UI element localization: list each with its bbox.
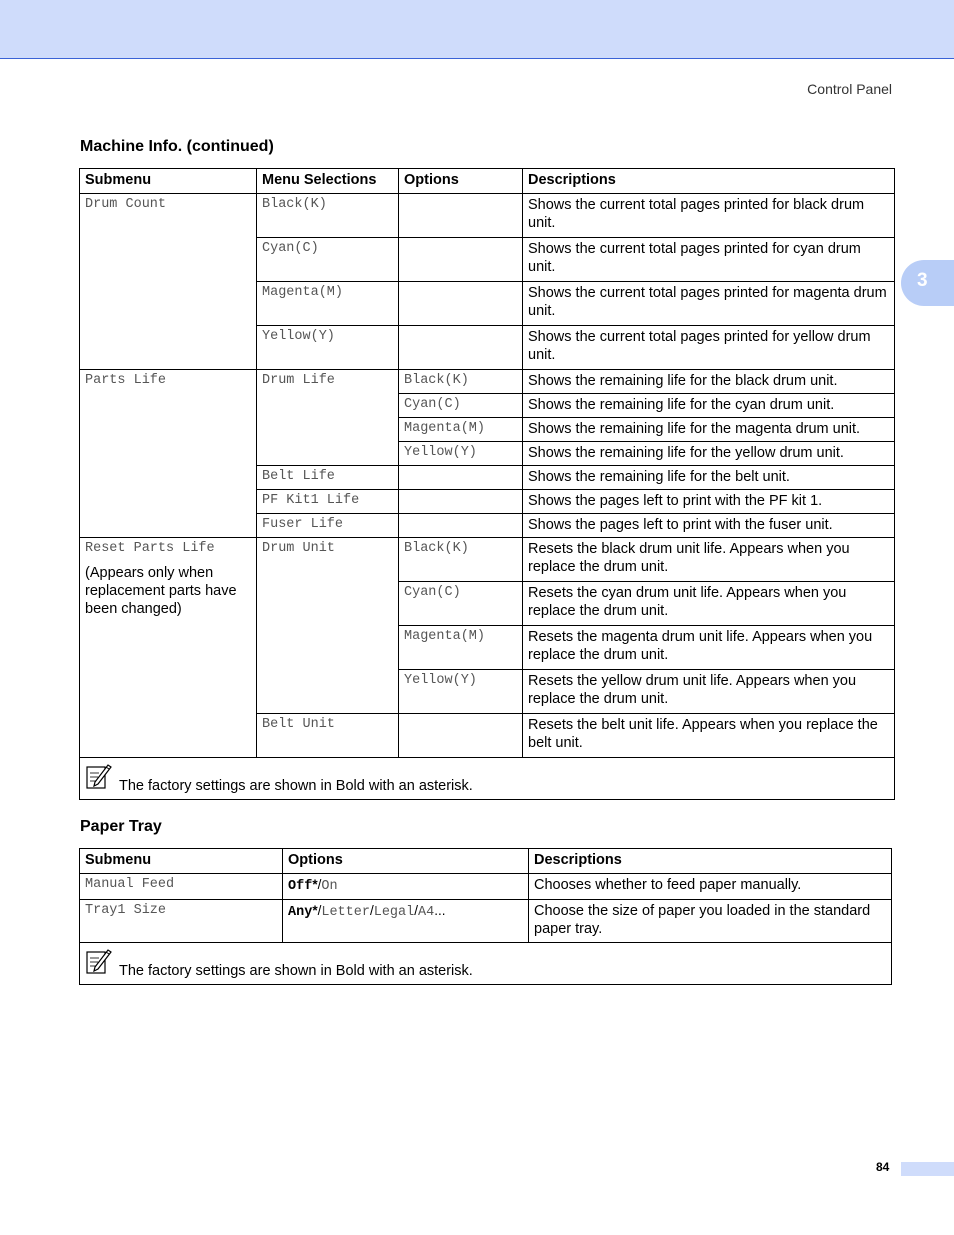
chapter-tab [901, 260, 954, 306]
selection-cell: Yellow(Y) [257, 326, 399, 370]
section-title-machine-info: Machine Info. (continued) [80, 138, 274, 155]
option-separator: / [369, 903, 374, 918]
chapter-number: 3 [917, 270, 928, 291]
submenu-tray1-size: Tray1 Size [80, 900, 283, 943]
selection-belt-life: Belt Life [257, 466, 399, 490]
table-row [80, 370, 895, 394]
options-tray1-size [283, 900, 529, 943]
description-cell: Resets the magenta drum unit life. Appears when you replace the drum unit. [523, 626, 895, 670]
table-row [80, 900, 892, 943]
description-cell: Shows the remaining life for the yellow drum unit. [523, 442, 895, 466]
note-pencil-icon [85, 762, 113, 790]
option-cell: Cyan(C) [399, 582, 523, 626]
selection-fuser-life: Fuser Life [257, 514, 399, 538]
description-cell: Shows the remaining life for the black drum unit. [523, 370, 895, 394]
option-ellipsis: ... [434, 903, 446, 918]
description-cell: Shows the current total pages printed for yellow drum unit. [523, 326, 895, 370]
header-descriptions: Descriptions [529, 849, 892, 874]
section-title-paper-tray: Paper Tray [80, 818, 162, 835]
default-asterisk: * [312, 903, 318, 918]
submenu-drum-count: Drum Count [80, 194, 257, 370]
description-cell: Shows the current total pages printed for magenta drum unit. [523, 282, 895, 326]
option-separator: / [414, 903, 418, 918]
description-cell: Shows the current total pages printed for cyan drum unit. [523, 238, 895, 282]
description-cell: Resets the cyan drum unit life. Appears when you replace the drum unit. [523, 582, 895, 626]
option-cell [399, 514, 523, 538]
header-options: Options [283, 849, 529, 874]
header-band [0, 0, 954, 59]
selection-cell: Cyan(C) [257, 238, 399, 282]
description-cell: Shows the pages left to print with the fuser unit. [523, 514, 895, 538]
page-number: 84 [876, 1160, 890, 1174]
table-row [80, 538, 895, 582]
machine-info-table [79, 168, 895, 800]
header-submenu: Submenu [80, 849, 283, 874]
note-cell [80, 758, 895, 800]
note-pencil-icon [85, 947, 113, 975]
option-cell: Yellow(Y) [399, 670, 523, 714]
header-descriptions: Descriptions [523, 169, 895, 194]
description-cell: Resets the belt unit life. Appears when you replace the belt unit. [523, 714, 895, 758]
option-on: On [321, 879, 338, 894]
option-a4: A4 [418, 905, 435, 920]
note-row [80, 943, 892, 985]
selection-belt-unit: Belt Unit [257, 714, 399, 758]
header-submenu: Submenu [80, 169, 257, 194]
submenu-reset-label: Reset Parts Life [85, 541, 215, 556]
description-cell: Shows the remaining life for the belt unit. [523, 466, 895, 490]
option-letter: Letter [321, 905, 370, 920]
option-cell: Black(K) [399, 538, 523, 582]
table-row [80, 194, 895, 238]
header-menu-selections: Menu Selections [257, 169, 399, 194]
page-number-bar [901, 1162, 954, 1176]
option-separator: / [317, 877, 322, 892]
description-cell: Choose the size of paper you loaded in the standard paper tray. [529, 900, 892, 943]
option-cell: Magenta(M) [399, 418, 523, 442]
option-cell [399, 326, 523, 370]
option-cell [399, 238, 523, 282]
submenu-parts-life: Parts Life [80, 370, 257, 538]
option-cell: Cyan(C) [399, 394, 523, 418]
option-default: Off [288, 879, 313, 894]
option-cell: Yellow(Y) [399, 442, 523, 466]
table-row [80, 874, 892, 900]
description-cell: Resets the yellow drum unit life. Appears when you replace the drum unit. [523, 670, 895, 714]
reset-note: (Appears only when replacement parts have been changed) [85, 565, 237, 617]
selection-drum-unit: Drum Unit [257, 538, 399, 714]
options-manual-feed [283, 874, 529, 900]
selection-cell: Black(K) [257, 194, 399, 238]
description-cell: Shows the current total pages printed for black drum unit. [523, 194, 895, 238]
option-cell [399, 490, 523, 514]
option-separator: / [317, 903, 322, 918]
option-cell [399, 194, 523, 238]
option-default: Any [288, 905, 313, 920]
note-text: The factory settings are shown in Bold with an asterisk. [119, 963, 473, 979]
description-cell: Shows the remaining life for the magenta drum unit. [523, 418, 895, 442]
description-cell: Resets the black drum unit life. Appears when you replace the drum unit. [523, 538, 895, 582]
description-cell: Shows the remaining life for the cyan drum unit. [523, 394, 895, 418]
header-options: Options [399, 169, 523, 194]
submenu-manual-feed: Manual Feed [80, 874, 283, 900]
table-header-row [80, 849, 892, 874]
selection-cell: Magenta(M) [257, 282, 399, 326]
default-asterisk: * [312, 877, 318, 892]
selection-pf-kit-life: PF Kit1 Life [257, 490, 399, 514]
selection-drum-life: Drum Life [257, 370, 399, 466]
option-cell: Black(K) [399, 370, 523, 394]
note-cell [80, 943, 892, 985]
option-cell [399, 714, 523, 758]
submenu-reset-parts-life [80, 538, 257, 758]
paper-tray-table [79, 848, 892, 985]
option-cell: Magenta(M) [399, 626, 523, 670]
table-header-row [80, 169, 895, 194]
option-cell [399, 466, 523, 490]
note-text: The factory settings are shown in Bold with an asterisk. [119, 778, 473, 794]
note-row [80, 758, 895, 800]
description-cell: Shows the pages left to print with the PF kit 1. [523, 490, 895, 514]
option-cell [399, 282, 523, 326]
option-legal: Legal [373, 905, 415, 920]
description-cell: Chooses whether to feed paper manually. [529, 874, 892, 900]
running-head: Control Panel [807, 81, 892, 97]
